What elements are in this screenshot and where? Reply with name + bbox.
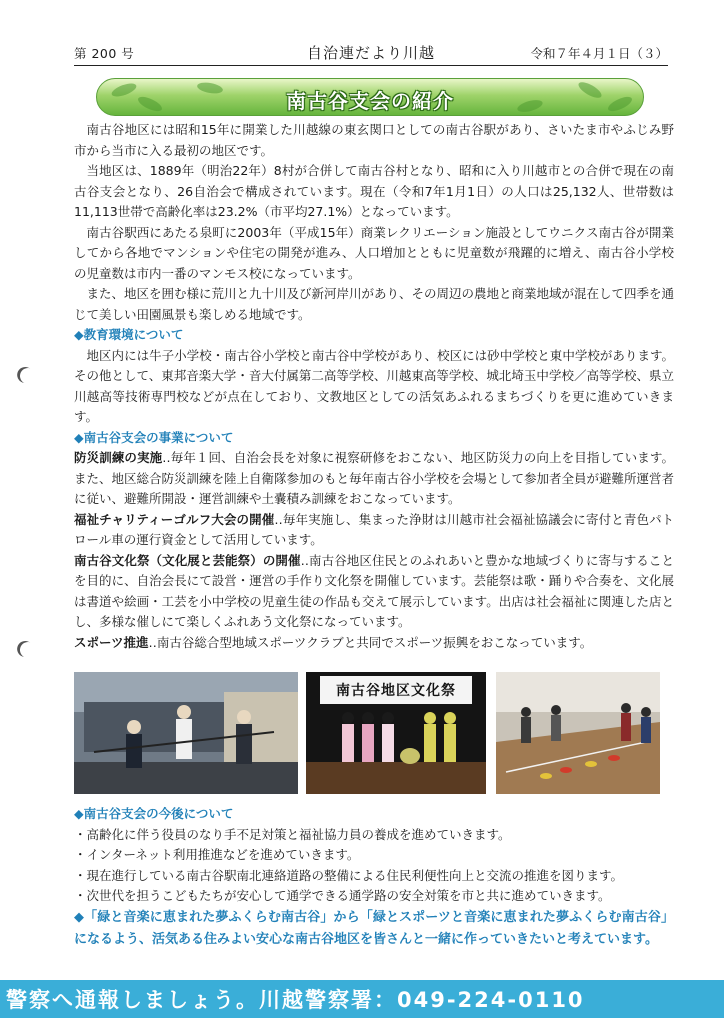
future-section [74,804,674,951]
newsletter-title: 自治連だより川越 [306,44,435,62]
intro-paragraph: 南古谷駅西にあたる泉町に2003年（平成15年）商業レクリエーション施設としてウニクス南古谷が開業してから各地でマンションや住宅の開発が進み、人口増加とともに児童数が飛躍的に増え、南古谷小学校の児童数は市内一番のマンモス校になっています。 [74,224,674,281]
section-banner [96,78,644,116]
police-contact-band [0,980,724,1018]
activity-text: ‥毎年実施し、集まった浄財は川越市社会福祉協議会に寄付と青色パトロール車の運行資金として活用しています。 [74,511,674,547]
activity-title: スポーツ推進 [74,634,149,650]
activity-title: 南古谷文化祭（文化展と芸能祭）の開催 [74,552,301,568]
activity-item [74,633,674,654]
intro-paragraph: また、地区を囲む様に荒川と九十川及び新河岸川があり、その周辺の農地と商業地域が混在して四季を通じて美しい田園風景も楽しめる地域です。 [74,286,675,322]
culture-festival-photo [306,672,486,794]
article-body [74,120,674,653]
activity-text: ‥南古谷地区住民とのふれあいと豊かな地域づくりに寄与することを目的に、自治会長にて設営・運営の手作り文化祭を開催しています。芸能祭は歌・踊りや合奏を、文化展は書道や絵画・工芸を小中学校の児童生徒の作品も交えて展示しています。出店は社会福祉に関連した店とし、多様な催しにて楽しくふれあう文化祭になっています。 [74,552,674,629]
binder-hole-mark [18,640,39,661]
intro-paragraph: 南古谷地区には昭和15年に開業した川越線の東玄関口としての南古谷駅があり、さいたま市やふじみ野市から当市に入る最初の地区です。 [74,122,674,158]
header-rule [74,65,668,66]
activity-item [74,448,674,510]
activity-item [74,510,674,551]
education-paragraph: 地区内には牛子小学校・南古谷小学校と南古谷中学校があり、校区には砂中学校と東中学校があります。その他として、東邦音楽大学・音大付属第二高等学校、川越東高等学校、城北埼玉中学校／高等学校、県立川越高等技術専門校などが点在しており、文教地区としての活気あふれるまちづくりを更に進めていきます。 [74,347,674,424]
activities-heading: ◆南古谷支会の事業について [74,429,234,445]
activity-text: ‥南古谷総合型地域スポーツクラブと共同でスポーツ振興をおこなっています。 [148,634,593,650]
activity-title: 防災訓練の実施 [74,450,163,465]
intro-paragraph: 当地区は、1889年（明治22年）8村が合併して南古谷村となり、昭和に入り川越市との合併で現在の南古谷支会となり、26自治会で構成されています。現在（令和7年1月1日）の人口は25,132人、世帯数は11,113世帯で高齢化率は23.2%（市平均27.1%）となっています。 [74,163,674,219]
photo-strip [74,672,660,794]
sports-photo [496,672,660,794]
culture-festival-sign: 南古谷地区文化祭 [336,683,456,699]
activity-text: ‥毎年１回、自治会長を対象に視察研修をおこない、地区防災力の向上を目指しています。また、地区総合防災訓練を陸上自衛隊参加のもと毎年南古谷小学校を会場として参加者全員が避難所運営者に従い、避難所開設・運営訓練や土嚢積み訓練をおこなっています。 [74,450,675,506]
activity-item [74,551,674,633]
page-header [74,40,668,66]
future-list-item: ・次世代を担うこどもたちが安心して通学できる通学路の安全対策を市と共に進めていきます。 [74,888,611,903]
future-list-item: ・現在進行している南古谷駅南北連絡道路の整備による住民利便性向上と交流の推進を図ります。 [74,867,624,883]
activity-title: 福祉チャリティーゴルフ大会の開催 [74,511,275,527]
future-list-item: ・インターネット利用推進などを進めていきます。 [74,847,360,862]
binder-hole-mark [18,366,39,387]
education-heading: ◆教育環境について [74,327,184,342]
closing-statement: ◆「緑と音楽に恵まれた夢ふくらむ南古谷」から「緑とスポーツと音楽に恵まれた夢ふくらむ南古谷」になるよう、活気ある住みよい安心な南古谷地区を皆さんと一緒に作っていきたいと考えています。 [74,909,674,947]
future-list-item: ・高齢化に伴う役員のなり手不足対策と福祉協力員の養成を進めていきます。 [74,826,511,842]
section-title: 南古谷支会の紹介 [286,89,454,113]
issue-number: 第 200 号 [74,46,135,61]
disaster-drill-photo [74,672,298,794]
police-contact-text: 警察へ通報しましょう。川越警察署：049-224-0110 [6,988,585,1012]
issue-date: 令和７年４月１日（３） [530,46,668,61]
future-heading: ◆南古谷支会の今後について [74,806,234,821]
